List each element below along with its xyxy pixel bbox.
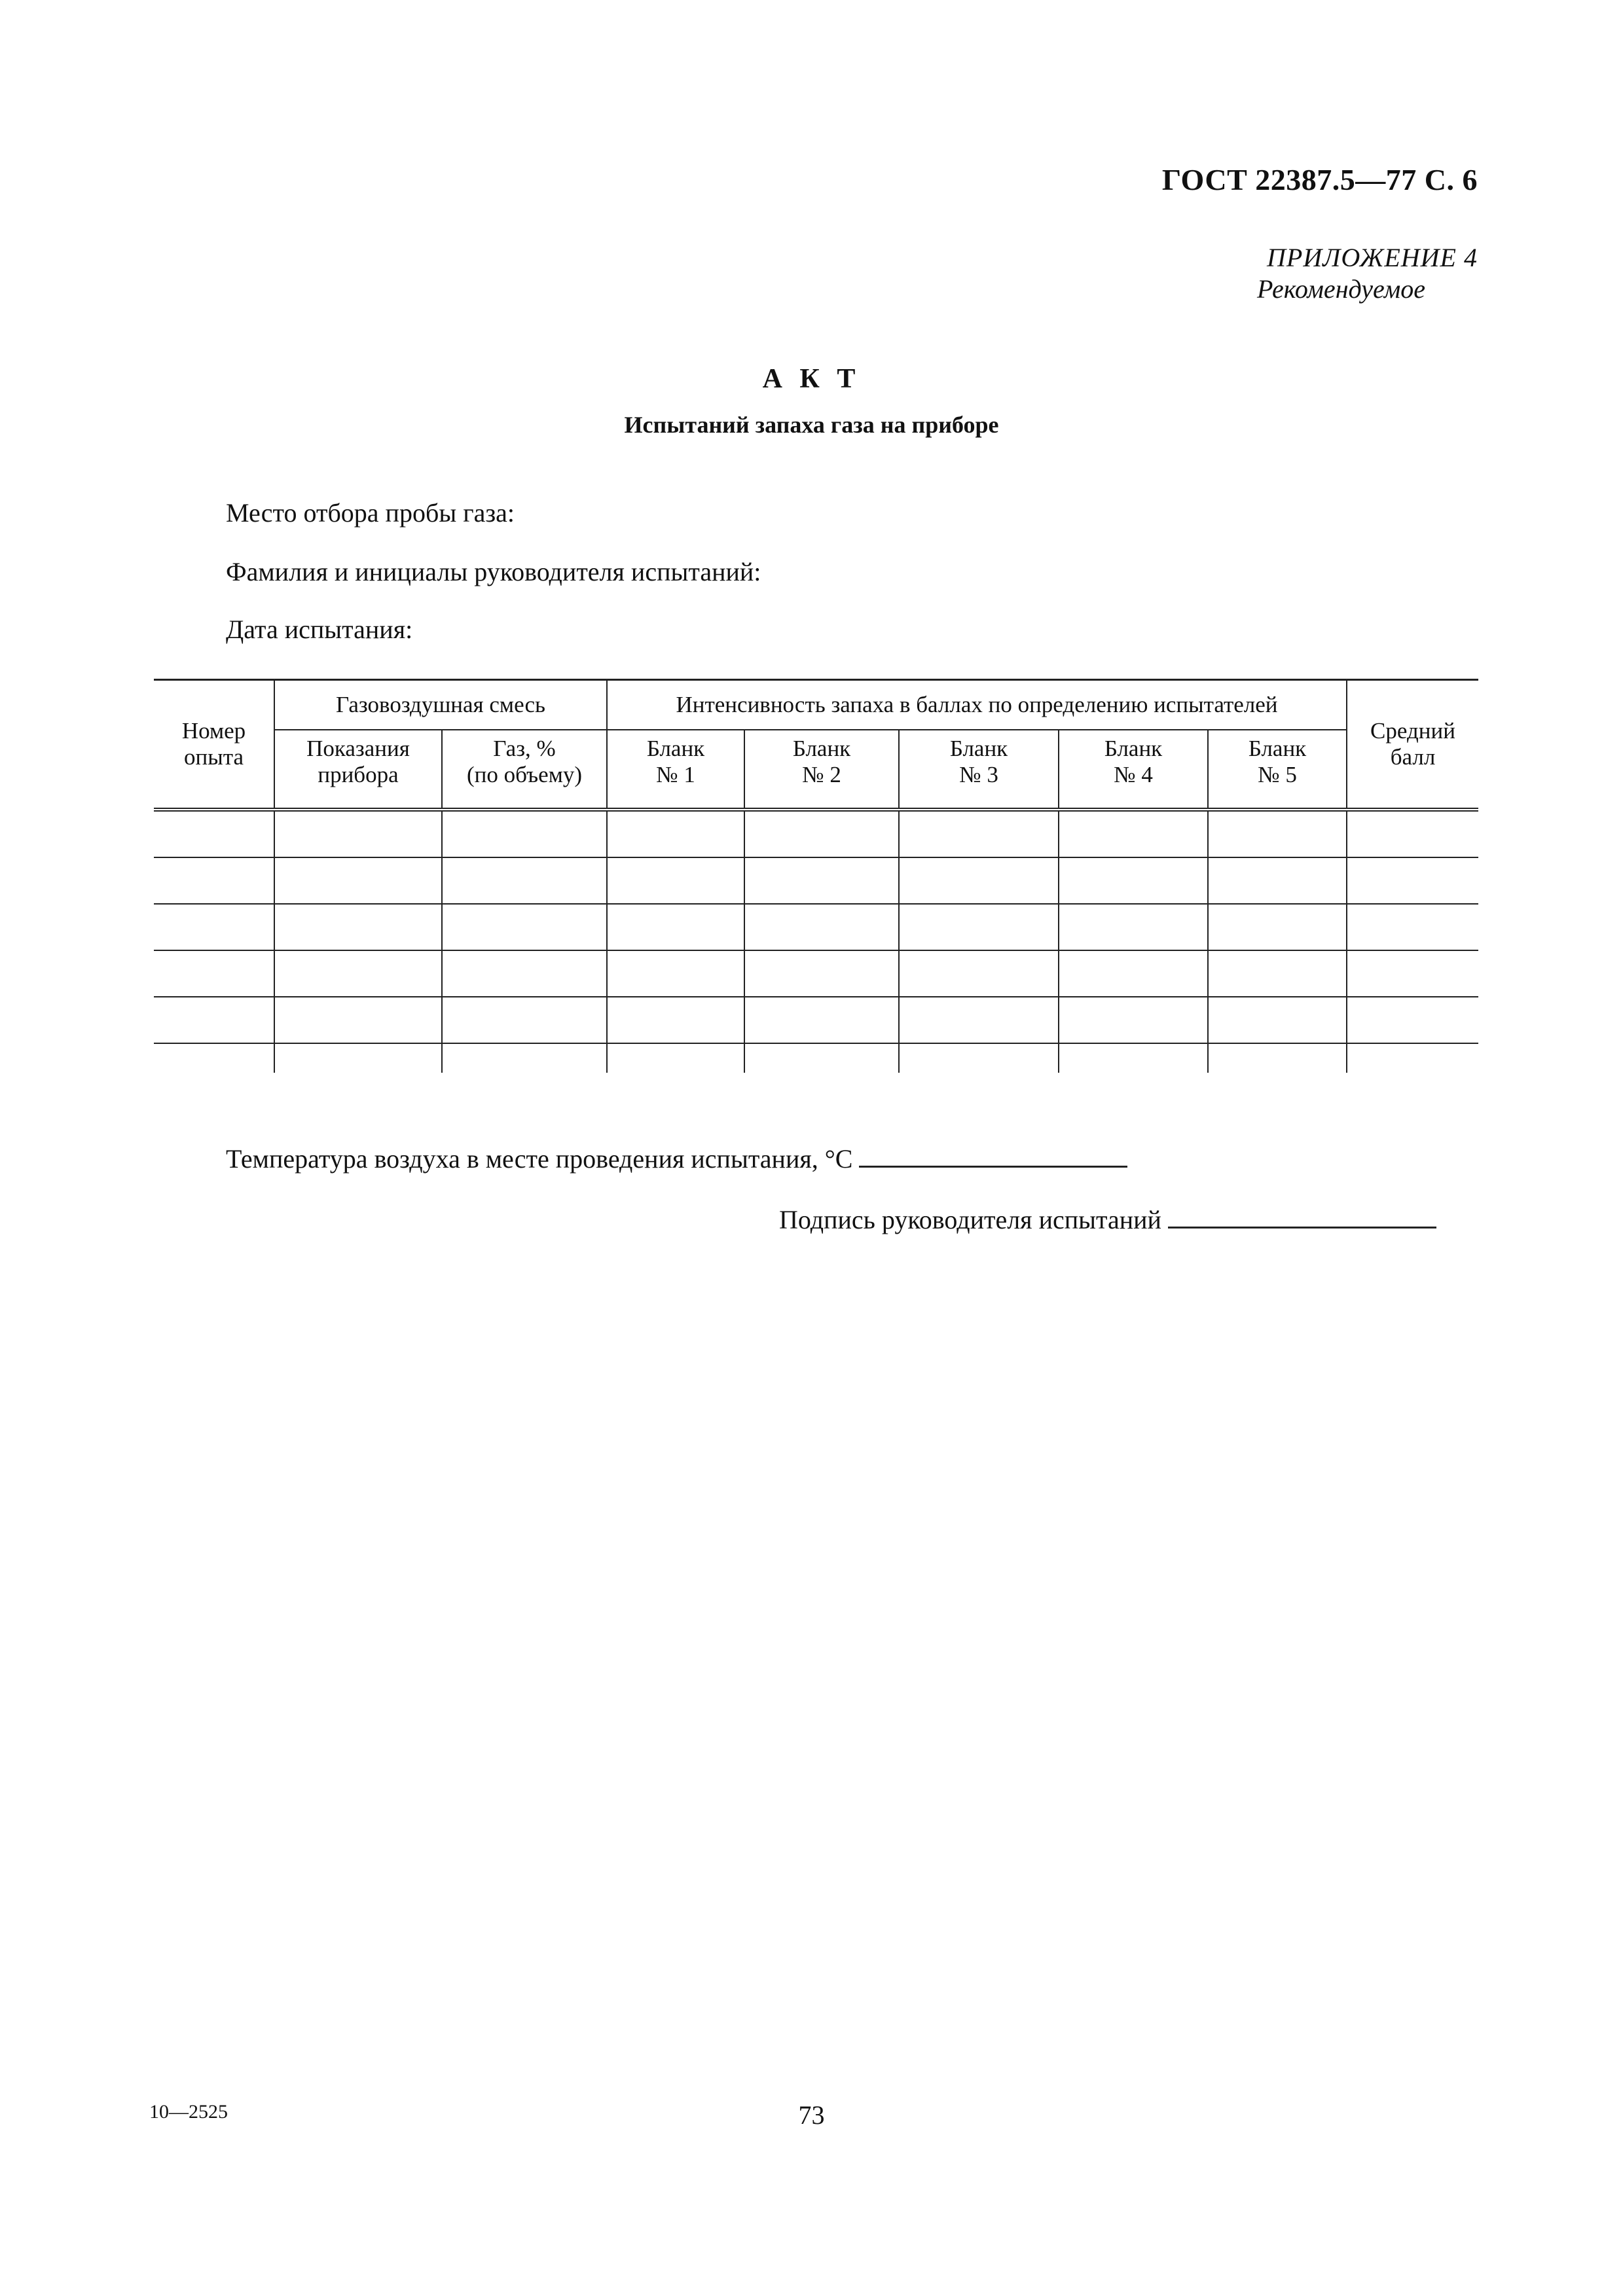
- header-blank-2: Бланк № 2: [744, 730, 899, 810]
- air-temperature-label: Температура воздуха в месте проведения испытания, °С: [226, 1144, 853, 1174]
- table-cell: [899, 857, 1059, 904]
- table-cell: [1208, 810, 1347, 857]
- table-cell: [607, 857, 744, 904]
- table-cell: [1208, 904, 1347, 950]
- page-number: 73: [798, 2100, 825, 2130]
- table-cell: [154, 1043, 274, 1073]
- table-cell: [154, 857, 274, 904]
- table-cell: [899, 950, 1059, 997]
- header-gas-percent: Газ, % (по объему): [442, 730, 607, 810]
- table-row: [154, 810, 1478, 857]
- table-row: [154, 1043, 1478, 1073]
- table-cell: [744, 810, 899, 857]
- table-cell: [744, 1043, 899, 1073]
- table-cell: [154, 904, 274, 950]
- table-cell: [1059, 904, 1208, 950]
- table-cell: [274, 1043, 442, 1073]
- air-temperature-row: [226, 1143, 1127, 1174]
- table-cell: [607, 904, 744, 950]
- table-cell: [899, 904, 1059, 950]
- table-cell: [1208, 857, 1347, 904]
- table-cell: [1208, 1043, 1347, 1073]
- table-cell: [274, 904, 442, 950]
- table-cell: [744, 950, 899, 997]
- table-cell: [1059, 997, 1208, 1043]
- table-cell: [744, 997, 899, 1043]
- appendix-label: ПРИЛОЖЕНИЕ 4: [1267, 243, 1478, 272]
- test-leader-field: Фамилия и инициалы руководителя испытаний:: [226, 557, 761, 586]
- table-cell: [1347, 1043, 1478, 1073]
- table-body: [154, 810, 1478, 1073]
- table-cell: [274, 950, 442, 997]
- table-cell: [1208, 950, 1347, 997]
- signature-label: Подпись руководителя испытаний: [779, 1205, 1161, 1234]
- test-date-field: Дата испытания:: [226, 615, 413, 644]
- table-cell: [274, 810, 442, 857]
- air-temperature-blank-line: [859, 1146, 1127, 1168]
- table-cell: [1347, 904, 1478, 950]
- header-gas-air-mixture: Газовоздушная смесь: [274, 680, 607, 730]
- table-cell: [442, 997, 607, 1043]
- print-code: 10—2525: [149, 2101, 228, 2123]
- table-row: [154, 857, 1478, 904]
- table-cell: [154, 810, 274, 857]
- table-cell: [899, 1043, 1059, 1073]
- table-cell: [442, 810, 607, 857]
- standard-code: ГОСТ 22387.5—77 С. 6: [1161, 163, 1478, 196]
- table-cell: [442, 904, 607, 950]
- odor-test-table: [154, 679, 1478, 1073]
- appendix-status: Рекомендуемое: [1257, 274, 1426, 304]
- table-cell: [607, 1043, 744, 1073]
- table-cell: [744, 904, 899, 950]
- table-row: [154, 904, 1478, 950]
- table-cell: [274, 857, 442, 904]
- table-cell: [1059, 810, 1208, 857]
- header-blank-1: Бланк № 1: [607, 730, 744, 810]
- header-device-readings: Показания прибора: [274, 730, 442, 810]
- table-cell: [1059, 857, 1208, 904]
- signature-blank-line: [1168, 1207, 1436, 1229]
- table-row: [154, 950, 1478, 997]
- table-cell: [1059, 1043, 1208, 1073]
- table-cell: [1208, 997, 1347, 1043]
- table-cell: [607, 950, 744, 997]
- table-cell: [274, 997, 442, 1043]
- table-cell: [1347, 950, 1478, 997]
- sampling-place-field: Место отбора пробы газа:: [226, 498, 515, 528]
- table-cell: [442, 857, 607, 904]
- table-cell: [1347, 810, 1478, 857]
- header-experiment-no: Номер опыта: [154, 680, 274, 810]
- document-title: А К Т: [762, 364, 861, 394]
- header-average-score: Средний балл: [1347, 680, 1478, 810]
- table-cell: [607, 810, 744, 857]
- table-cell: [1347, 857, 1478, 904]
- table-cell: [1347, 997, 1478, 1043]
- table-cell: [1059, 950, 1208, 997]
- table-cell: [607, 997, 744, 1043]
- header-odor-intensity: Интенсивность запаха в баллах по определению испытателей: [607, 680, 1347, 730]
- table-cell: [899, 997, 1059, 1043]
- table-cell: [442, 950, 607, 997]
- signature-row: [779, 1204, 1436, 1235]
- table-cell: [899, 810, 1059, 857]
- header-blank-4: Бланк № 4: [1059, 730, 1208, 810]
- table-row: [154, 997, 1478, 1043]
- document-subtitle: Испытаний запаха газа на приборе: [624, 412, 999, 438]
- table-cell: [154, 997, 274, 1043]
- header-blank-5: Бланк № 5: [1208, 730, 1347, 810]
- table-cell: [744, 857, 899, 904]
- table-cell: [442, 1043, 607, 1073]
- header-blank-3: Бланк № 3: [899, 730, 1059, 810]
- table-cell: [154, 950, 274, 997]
